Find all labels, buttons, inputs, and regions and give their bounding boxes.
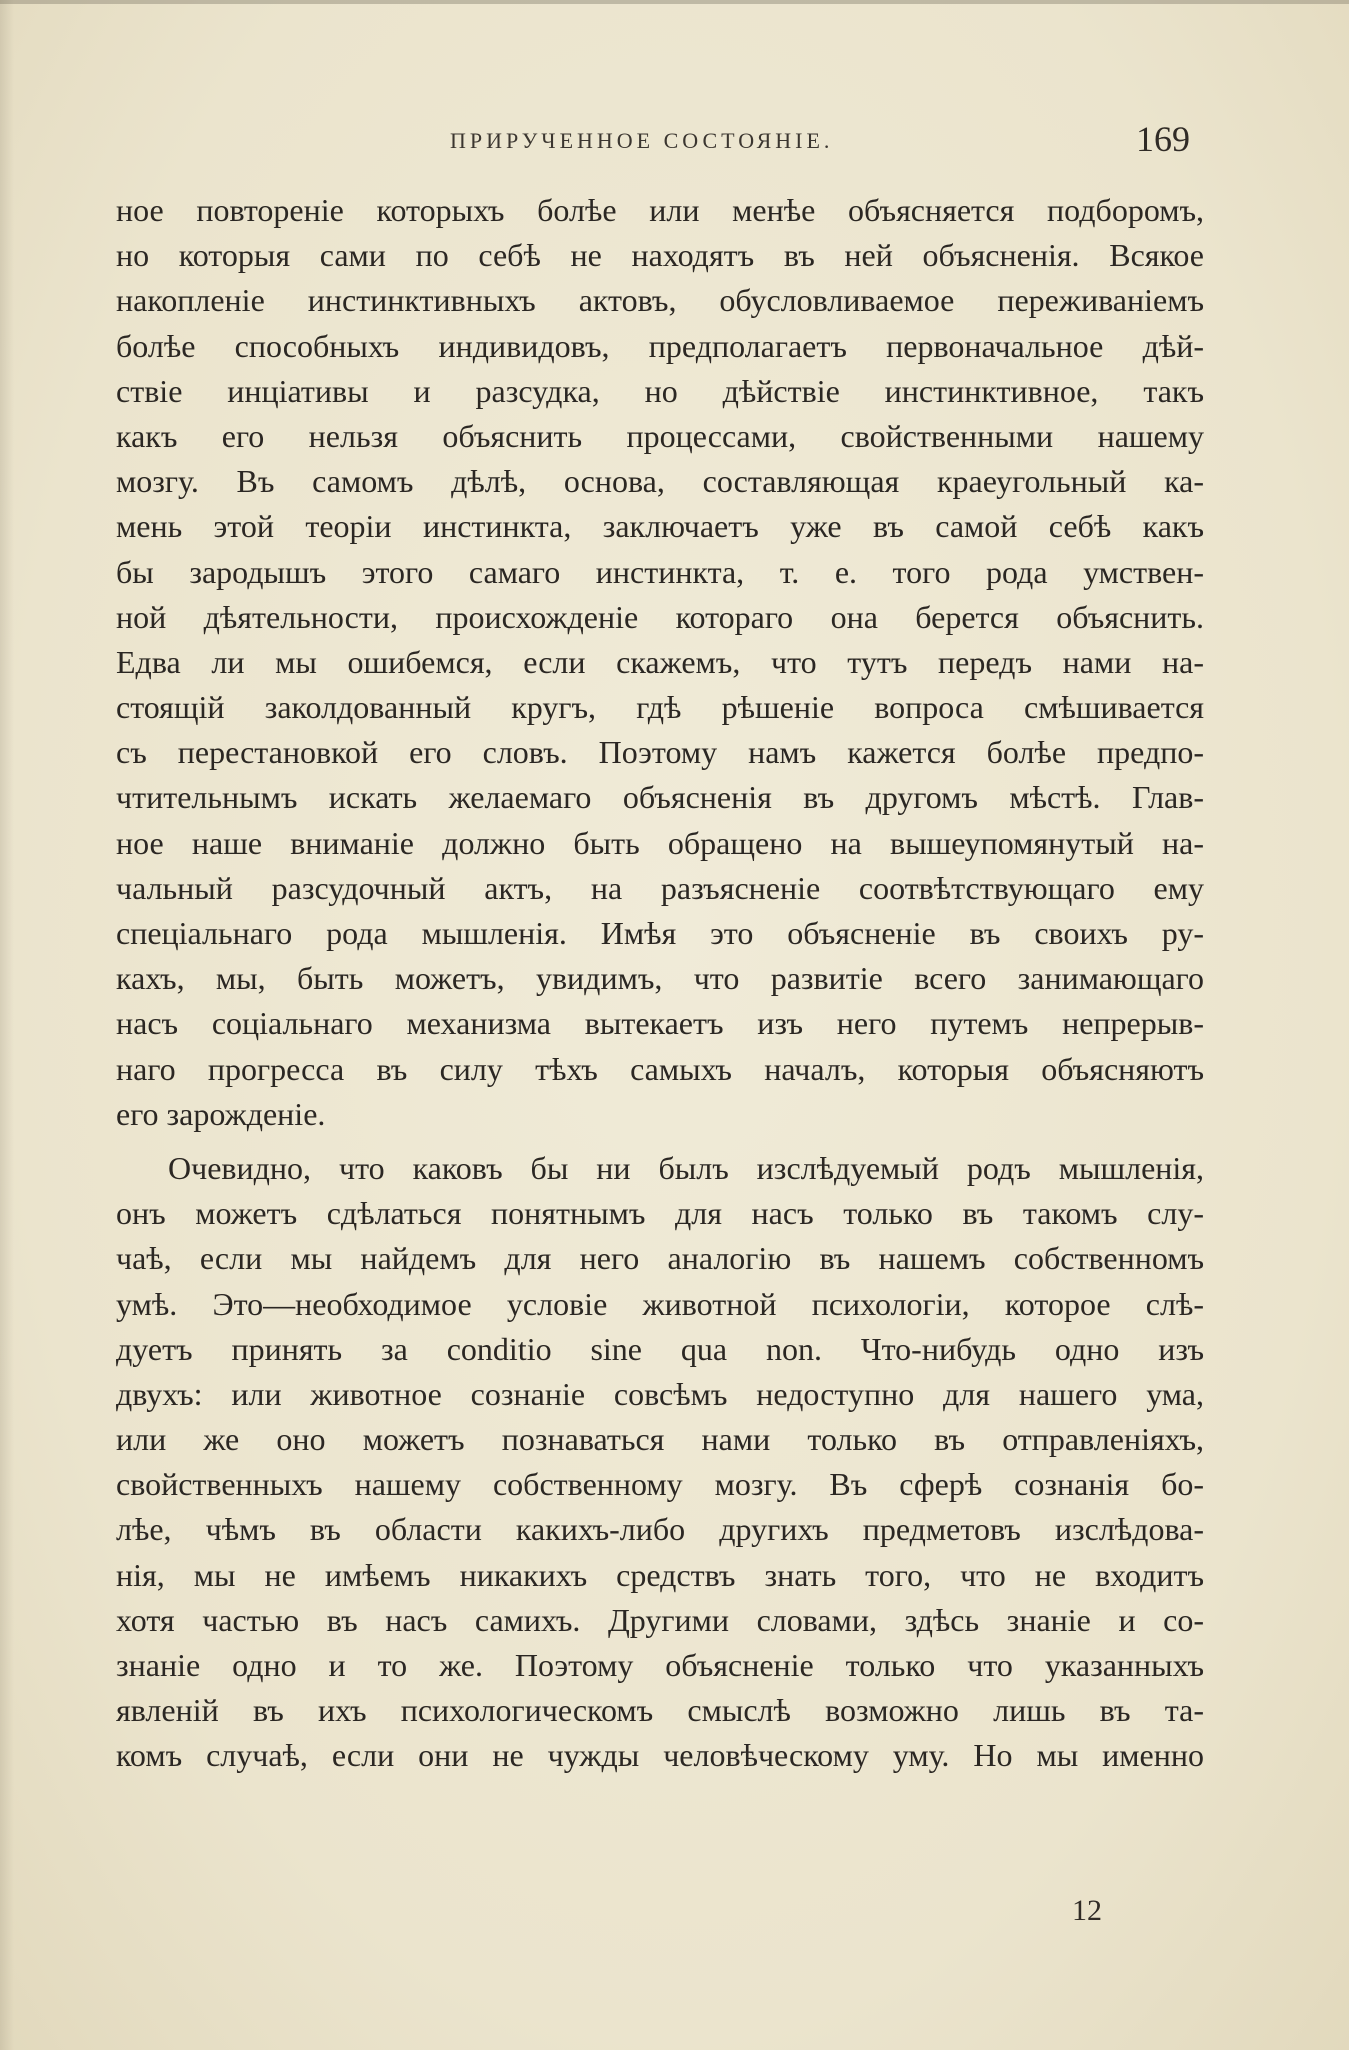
text-line: чаѣ, если мы найдемъ для него аналогію въ нашемъ собственномъ bbox=[116, 1240, 1204, 1277]
page-number: 169 bbox=[1136, 119, 1190, 159]
text-line: онъ можетъ сдѣлаться понятнымъ для насъ только въ такомъ слу- bbox=[116, 1195, 1204, 1232]
text-line: нія, мы не имѣемъ никакихъ средствъ знать того, что не входитъ bbox=[116, 1556, 1204, 1593]
text-line: ствіе инціативы и разсудка, но дѣйствіе инстинктивное, такъ bbox=[116, 372, 1204, 409]
text-line: знаніе одно и то же. Поэтому объясненіе только что указанныхъ bbox=[116, 1647, 1204, 1683]
text-line: хотя частью въ насъ самихъ. Другими словами, здѣсь знаніе и со- bbox=[116, 1601, 1204, 1638]
text-line: умѣ. Это—необходимое условіе животной психологіи, которое слѣ- bbox=[116, 1285, 1204, 1322]
text-line: Едва ли мы ошибемся, если скажемъ, что тутъ передъ нами на- bbox=[116, 643, 1204, 680]
text-line: стоящій заколдованный кругъ, гдѣ рѣшеніе вопроса смѣшивается bbox=[116, 689, 1204, 726]
text-line: чтительнымъ искать желаемаго объясненія въ другомъ мѣстѣ. Глав- bbox=[116, 779, 1204, 816]
text-line: лѣе, чѣмъ въ области какихъ-либо другихъ предметовъ изслѣдова- bbox=[116, 1511, 1204, 1548]
text-line: какъ его нельзя объяснить процессами, свойственными нашему bbox=[116, 417, 1204, 454]
text-line: мозгу. Въ самомъ дѣлѣ, основа, составляющая краеугольный ка- bbox=[116, 463, 1204, 500]
text-line: мень этой теоріи инстинкта, заключаетъ уже въ самой себѣ какъ bbox=[116, 508, 1204, 545]
paragraph-gap bbox=[116, 1137, 1204, 1146]
text-line: дуетъ принять за conditio sine qua non. Что-нибудь одно изъ bbox=[116, 1330, 1204, 1367]
text-line: или же оно можетъ познаваться нами только въ отправленіяхъ, bbox=[116, 1421, 1204, 1458]
text-line: съ перестановкой его словъ. Поэтому намъ кажется болѣе предпо- bbox=[116, 734, 1204, 771]
text-line: наго прогресса въ силу тѣхъ самыхъ началъ, которыя объясняютъ bbox=[116, 1050, 1204, 1087]
text-line: ное повтореніе которыхъ болѣе или менѣе объясняется подборомъ, bbox=[116, 192, 1204, 228]
text-line: но которыя сами по себѣ не находятъ въ ней объясненія. Всякое bbox=[116, 237, 1204, 274]
text-line: свойственныхъ нашему собственному мозгу. Въ сферѣ сознанія бо- bbox=[116, 1466, 1204, 1503]
text-line: комъ случаѣ, если они не чужды человѣческому уму. Но мы именно bbox=[116, 1737, 1204, 1774]
text-line: болѣе способныхъ индивидовъ, предполагаетъ первоначальное дѣй- bbox=[116, 327, 1204, 364]
text-line: кахъ, мы, быть можетъ, увидимъ, что развитіе всего занимающаго bbox=[116, 960, 1204, 997]
text-line: спеціальнаго рода мышленія. Имѣя это объясненіе въ своихъ ру- bbox=[116, 915, 1204, 951]
text-line: насъ соціальнаго механизма вытекаетъ изъ него путемъ непрерыв- bbox=[116, 1005, 1204, 1042]
text-line: явленій въ ихъ психологическомъ смыслѣ возможно лишь въ та- bbox=[116, 1692, 1204, 1729]
text-line: чальный разсудочный актъ, на разъясненіе соотвѣтствующаго ему bbox=[116, 869, 1204, 906]
running-head: ПРИРУЧЕННОЕ СОСТОЯНІЕ. bbox=[450, 128, 834, 153]
text-line: Очевидно, что каковъ бы ни былъ изслѣдуемый родъ мышленія, bbox=[168, 1149, 1204, 1186]
text-line: ное наше вниманіе должно быть обращено на вышеупомянутый на- bbox=[116, 824, 1204, 861]
text-line: бы зародышъ этого самаго инстинкта, т. е. того рода умствен- bbox=[116, 553, 1204, 590]
signature-mark: 12 bbox=[1072, 1894, 1102, 1927]
top-edge-rule bbox=[0, 0, 1349, 4]
body-text bbox=[116, 188, 1204, 1779]
text-line: ной дѣятельности, происхожденіе котораго она берется объяснить. bbox=[116, 598, 1204, 635]
text-line: его зарожденіе. bbox=[116, 1095, 326, 1132]
text-line: накопленіе инстинктивныхъ актовъ, обусловливаемое переживаніемъ bbox=[116, 282, 1204, 319]
binding-shadow bbox=[0, 0, 14, 2050]
text-line: двухъ: или животное сознаніе совсѣмъ недоступно для нашего ума, bbox=[116, 1375, 1204, 1412]
